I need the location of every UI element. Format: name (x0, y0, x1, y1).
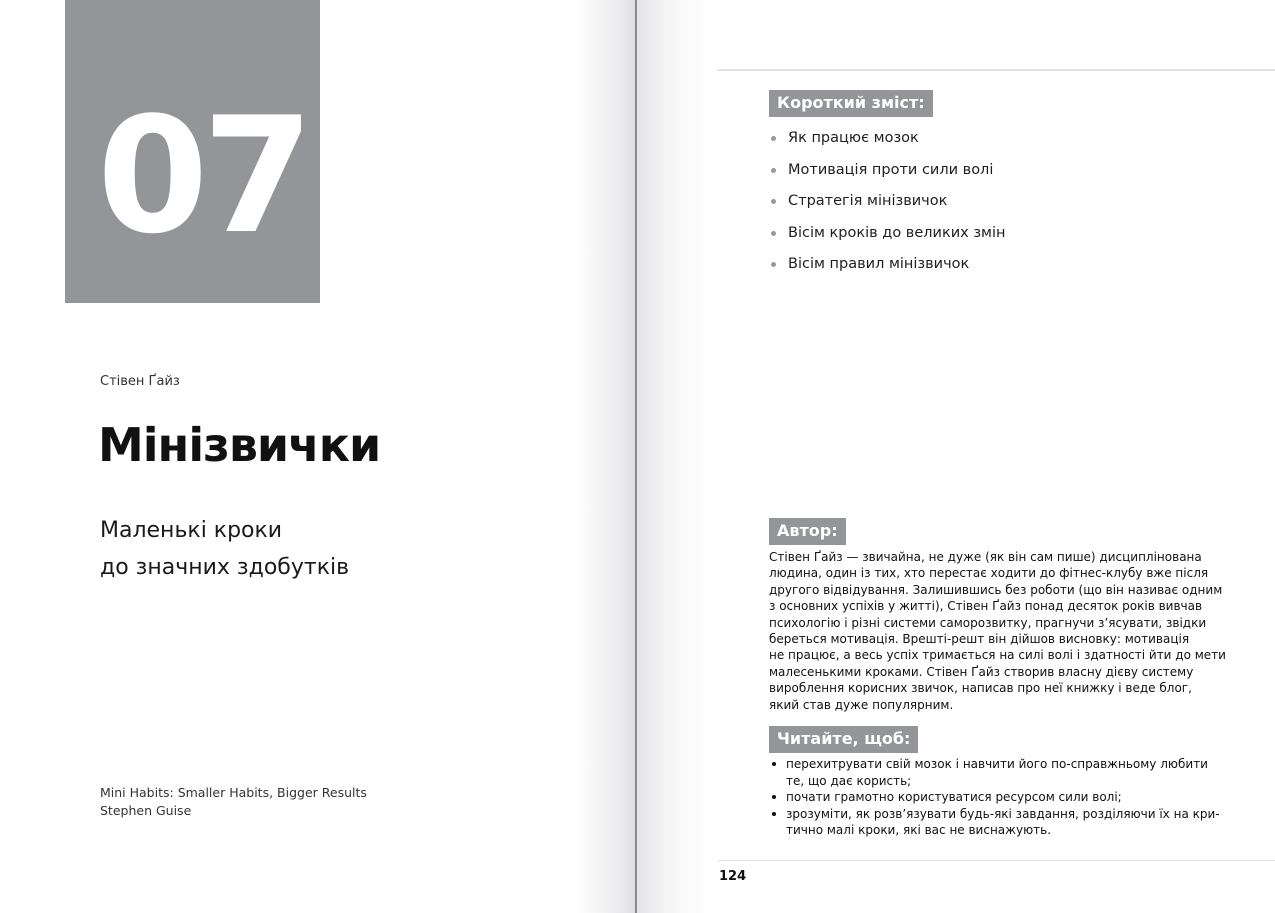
bio-line: другого відвідування. Залишившись без роботи (що він називає одним (769, 582, 1223, 597)
summary-list (769, 128, 1006, 286)
bio-line: з основних успіхів у житті), Стівен Ґайз понад десяток років вивчав (769, 599, 1203, 614)
author-label: Автор: (769, 518, 846, 545)
read-to-item: зрозуміти, як розв’язувати будь-які завдання, розділяючи їх на кри- тично малі кроки, які вас не виснажують. (769, 806, 1199, 839)
chapter-number-block (65, 0, 320, 303)
top-divider (717, 69, 1275, 71)
bio-line: не працює, а весь успіх тримається на силі волі і здатності йти до мети (769, 648, 1226, 663)
read-to-item: почати грамотно користуватися ресурсом сили волі; (769, 789, 1199, 806)
subtitle-line: Маленькі кроки (100, 518, 283, 543)
summary-item: Мотивація проти сили волі (769, 160, 1006, 192)
summary-label: Короткий зміст: (769, 90, 933, 117)
right-page (637, 0, 1275, 913)
bullet-icon (771, 136, 776, 141)
book-title: Мінізвички (98, 418, 381, 472)
bio-line: береться мотивація. Врешті-решт він дійшов висновку: мотивація (769, 632, 1190, 647)
book-subtitle (100, 512, 349, 586)
left-page (0, 0, 637, 913)
bio-line: вироблення корисних звичок, написав про неї книжку і веде блог, (769, 681, 1192, 696)
author-bio (769, 549, 1226, 713)
bullet-icon (771, 231, 776, 236)
book-author: Стівен Ґайз (100, 374, 180, 389)
bullet-icon (771, 262, 776, 267)
bullet-icon (772, 812, 776, 816)
bullet-icon (772, 795, 776, 799)
bio-line: психологію і різні системи саморозвитку, прагнучи з’ясувати, звідки (769, 615, 1207, 630)
bio-line: який став дуже популярним. (769, 697, 954, 712)
summary-item: Вісім кроків до великих змін (769, 223, 1006, 255)
page-number: 124 (719, 869, 747, 884)
bullet-icon (771, 168, 776, 173)
read-to-list (769, 756, 1220, 839)
subtitle-line: до значних здобутків (100, 555, 350, 580)
read-to-label: Читайте, щоб: (769, 726, 918, 753)
bio-line: малесенькими кроками. Стівен Ґайз створив власну дієву систему (769, 664, 1194, 679)
bio-line: людина, один із тих, хто перестає ходити до фітнес-клубу вже після (769, 566, 1209, 581)
summary-item: Вісім правил мінізвичок (769, 254, 1006, 286)
bullet-icon (772, 762, 776, 766)
chapter-number: 07 (97, 82, 308, 269)
bullet-icon (771, 199, 776, 204)
summary-item: Як працює мозок (769, 128, 1006, 160)
book-spine (635, 0, 637, 913)
summary-item: Стратегія мінізвичок (769, 191, 1006, 223)
original-title: Mini Habits: Smaller Habits, Bigger Results (100, 785, 367, 800)
bio-line: Стівен Ґайз — звичайна, не дуже (як він сам пише) дисциплінована (769, 550, 1202, 564)
original-edition (100, 784, 367, 820)
read-to-item: перехитрувати свій мозок і навчити його по-справжньому любити те, що дає користь; (769, 756, 1199, 789)
original-author: Stephen Guise (100, 803, 192, 818)
bottom-divider (717, 860, 1275, 861)
